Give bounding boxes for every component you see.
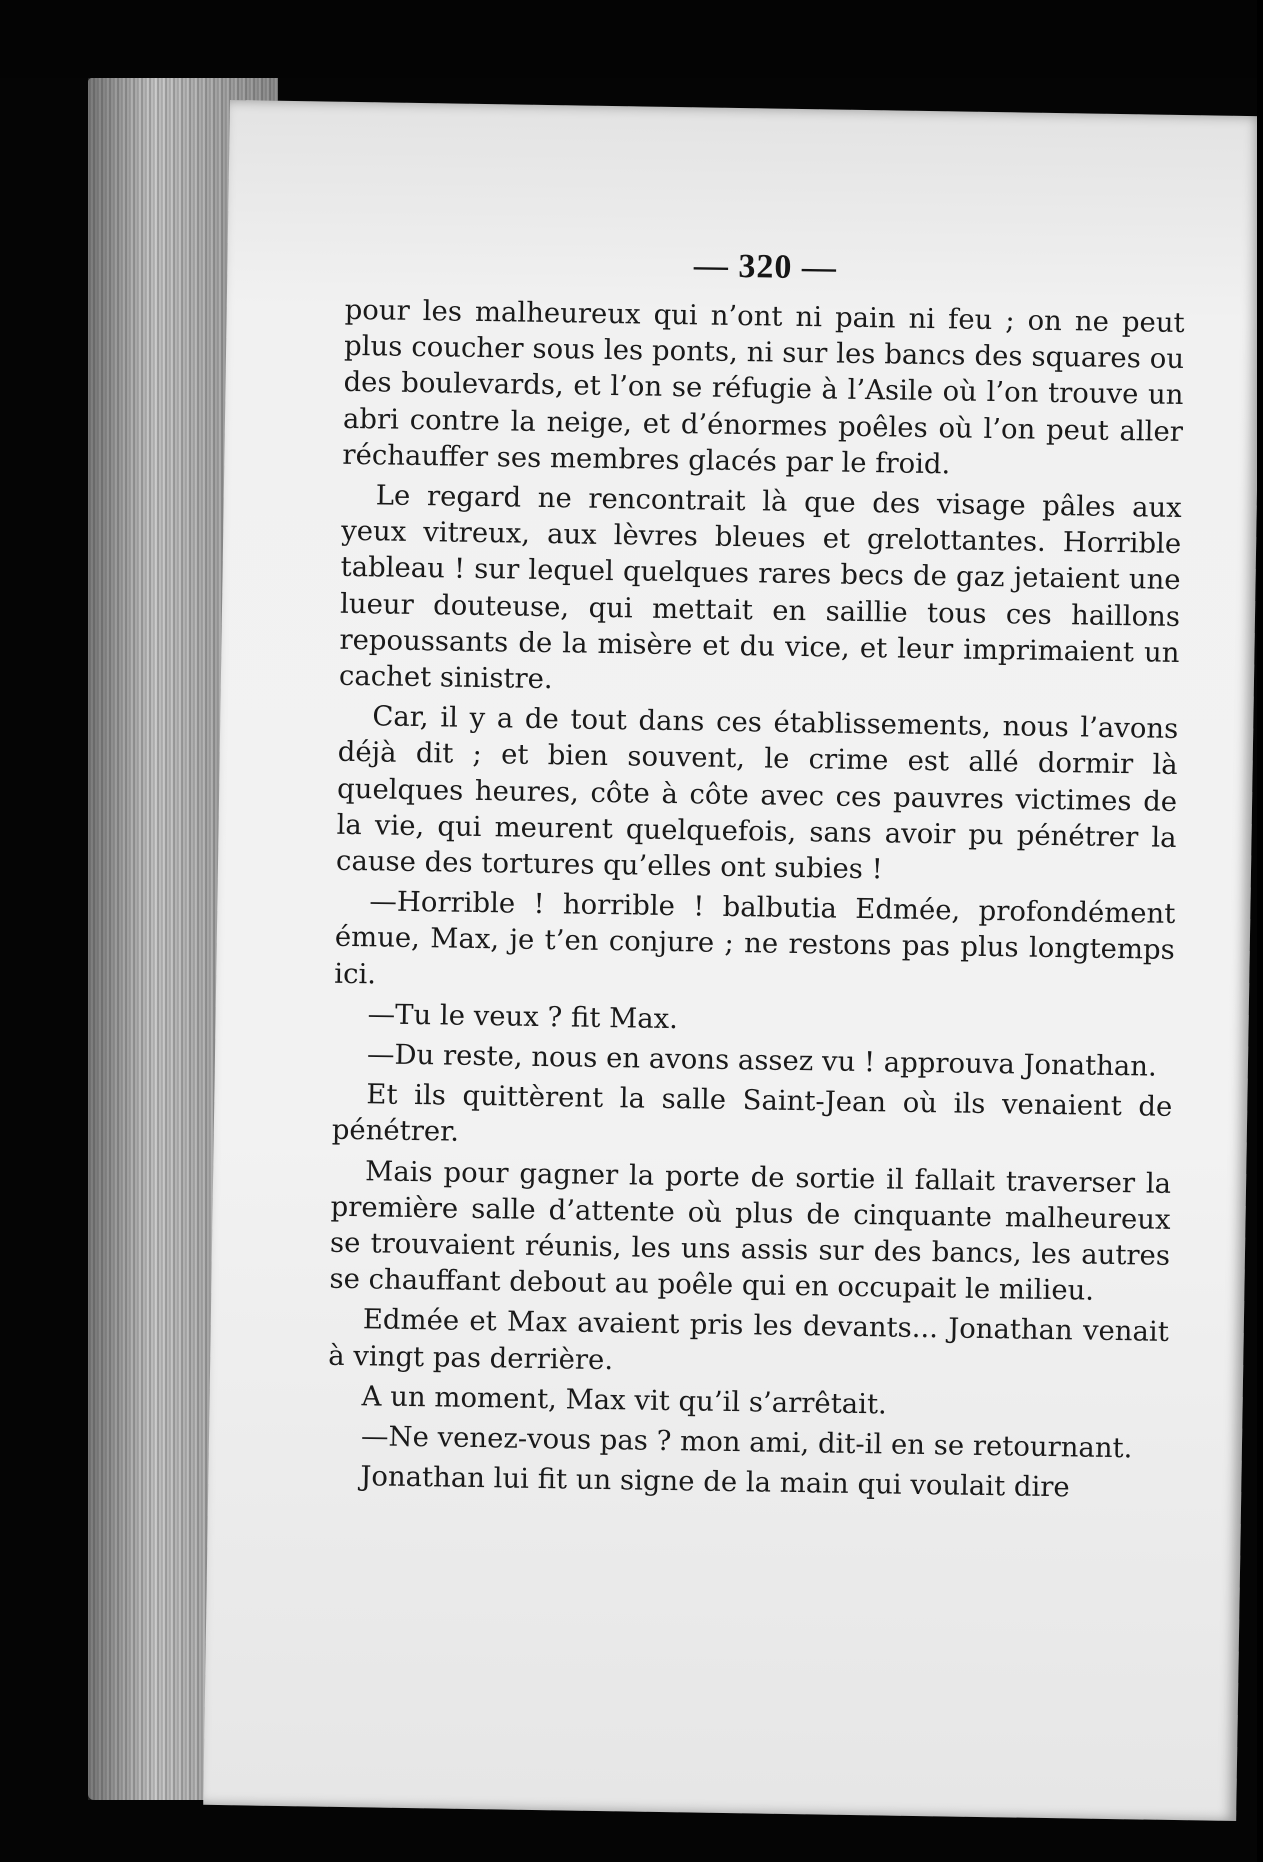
paragraph: —Horrible ! horrible ! balbutia Edmée, profondément émue, Max, je t’en conjure ; ne restons pas plus longtemps ici. [334, 885, 1176, 991]
paragraph: Et ils quittèrent la salle Saint-Jean où ils venaient de pénétrer. [331, 1078, 1173, 1149]
paragraph: Mais pour gagner la porte de sortie il fallait traverser la première salle d’attente où plus de cinquante malheureux se trouvaient réunis, les uns assis sur des bancs, les autres se chauffant debout au poêle qui en occupait le milieu. [329, 1154, 1172, 1307]
paragraph: Jonathan lui fit un signe de la main qui voulait dire [360, 1460, 1070, 1504]
paragraph: Car, il y a de tout dans ces établissements, nous l’avons déjà dit ; et bien souvent, le crime est allé dormir là quelques heures, côte à côte avec ces pauvres victimes de la vie, qui meurent quelquefois, sans avoir pu pénétrer la cause des tortures qu’elles ont subies ! [335, 700, 1179, 886]
book-page [203, 100, 1263, 1821]
paragraph: —Ne venez-vous pas ? mon ami, dit-il en se retournant. [360, 1420, 1133, 1465]
scan-background-right [1257, 0, 1263, 1862]
paragraph: —Tu le veux ? fit Max. [367, 998, 679, 1036]
body-text [326, 292, 1185, 1508]
paragraph: —Du reste, nous en avons assez vu ! approuva Jonathan. [366, 1038, 1158, 1083]
page-content [326, 242, 1186, 1512]
page-number: — 320 — [693, 247, 838, 287]
paragraph: A un moment, Max vit qu’il s’arrêtait. [361, 1380, 888, 1421]
paragraph: pour les malheureux qui n’ont ni pain ni feu ; on ne peut plus coucher sous les ponts, ni sur les bancs des squares ou des boulevards, et l’on se réfugie à l’Asile où l’on trouve un abri contre la neige, et d’énormes poêles où l’on peut aller réchauffer ses membres glacés par le froid. [342, 293, 1185, 481]
paragraph: Le regard ne rencontrait là que des visage pâles aux yeux vitreux, aux lèvres bleues et grelottantes. Horrible tableau ! sur lequel quelques rares becs de gaz jetaient une lueur douteuse, qui mettait en saillie tous ces haillons repoussants de la misère et du vice, et leur imprimaient un cachet sinistre. [338, 479, 1182, 696]
paragraph: Edmée et Max avaient pris les devants... Jonathan venait à vingt pas derrière. [328, 1303, 1170, 1376]
scan-background-top [0, 0, 1263, 78]
